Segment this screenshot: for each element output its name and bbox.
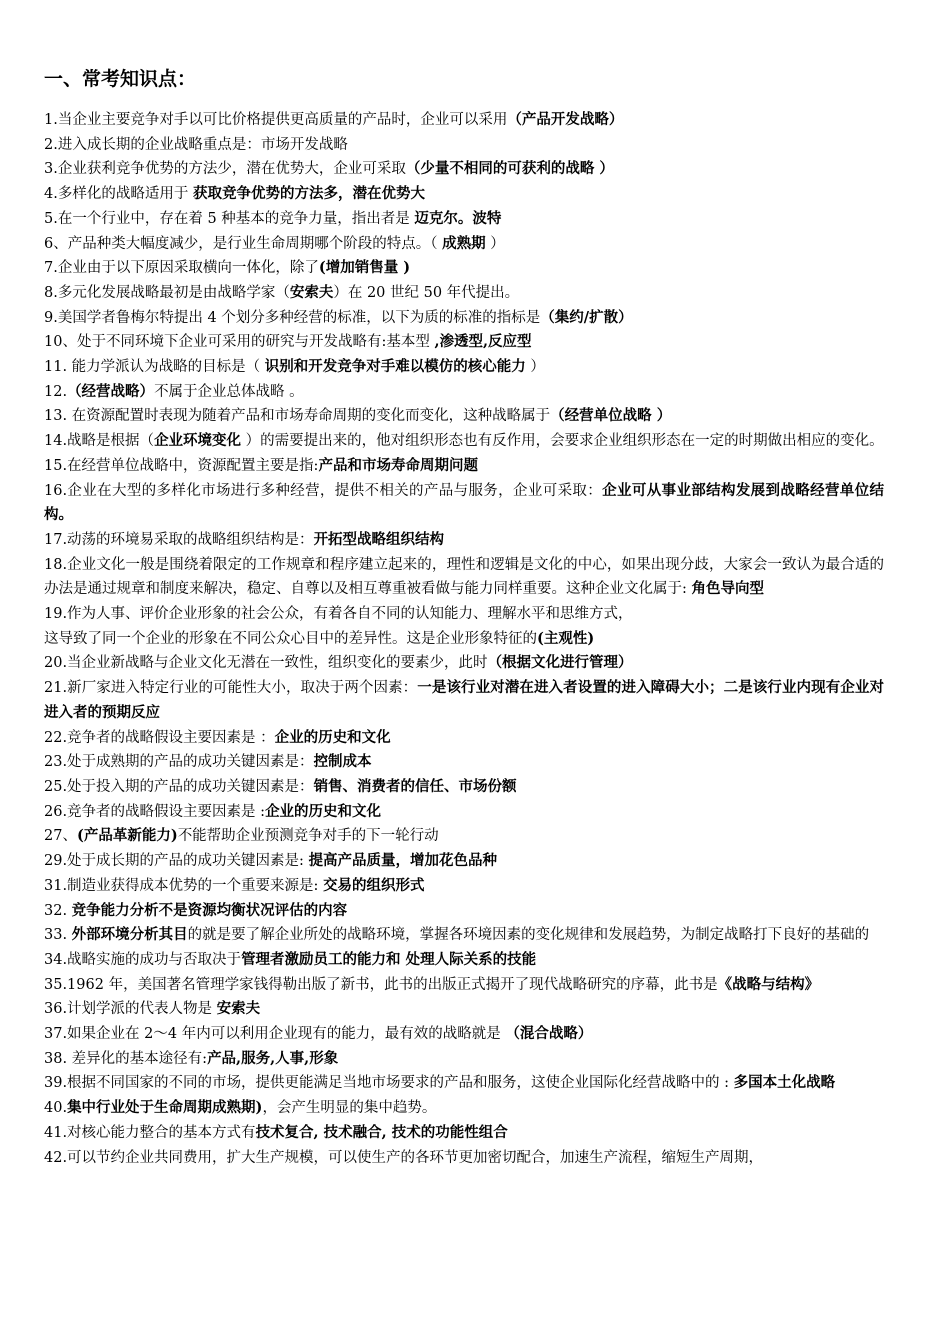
question-text: 27、 [44, 828, 77, 845]
knowledge-point-item [44, 1022, 884, 1047]
knowledge-point-item [44, 207, 884, 232]
knowledge-point-item [44, 1047, 884, 1072]
question-text: 5.在一个行业中，存在着 5 种基本的竞争力量，指出者是 [44, 210, 415, 227]
answer-text: 管理者激励员工的能力和 处理人际关系的技能 [241, 950, 537, 968]
knowledge-point-item [44, 1121, 884, 1146]
knowledge-point-item [44, 923, 884, 948]
question-text: 10、处于不同环境下企业可采用的研究与开发战略有:基本型 [44, 334, 435, 351]
question-text: 23.处于成熟期的产品的成功关键因素是： [44, 754, 314, 771]
answer-text: 成熟期 [442, 234, 486, 252]
answer-text: 安索夫 [216, 1000, 261, 1018]
knowledge-point-item [44, 997, 884, 1022]
question-text: ）在 20 世纪 50 年代提出。 [333, 284, 520, 301]
question-text: 8.多元化发展战略最初是由战略学家（ [44, 284, 290, 301]
answer-text: 开拓型战略组织结构 [313, 530, 445, 548]
answer-text: 获取竞争优势的方法多，潜在优势大 [192, 185, 425, 203]
answer-text: 企业可从事业部结构发展到战略经营单位结构。 [44, 481, 885, 524]
answer-text: ,渗透型,反应型 [434, 333, 532, 351]
question-text: 40. [44, 1100, 68, 1117]
answer-text: 控制成本 [313, 753, 372, 771]
knowledge-point-item [44, 651, 884, 676]
knowledge-point-item [44, 330, 884, 355]
knowledge-point-item [44, 627, 884, 652]
knowledge-point-item [44, 108, 884, 133]
question-text: 35.1962 年，美国著名管理学家钱得勒出版了新书，此书的出版正式揭开了现代战略研究的序幕，此书是 [44, 976, 718, 993]
question-text: 31.制造业获得成本优势的一个重要来源是: [44, 877, 324, 894]
answer-text: (产品革新能力) [76, 827, 178, 845]
knowledge-point-item [44, 874, 884, 899]
answer-text: 技术复合, 技术融合, 技术的功能性组合 [255, 1123, 508, 1141]
knowledge-point-item [44, 775, 884, 800]
answer-text: 集中行业处于生命周期成熟期) [67, 1099, 263, 1117]
answer-text: 销售、消费者的信任、市场份额 [313, 777, 517, 795]
section-title: 一、常考知识点： [44, 68, 197, 90]
knowledge-point-list [44, 108, 884, 1170]
knowledge-point-item [44, 899, 884, 924]
question-text: 15.在经营单位战略中，资源配置主要是指: [44, 457, 319, 474]
knowledge-point-item [44, 1096, 884, 1121]
question-text: 41.对核心能力整合的基本方式有 [44, 1124, 256, 1141]
question-text: 9.美国学者鲁梅尔特提出 4 个划分多种经营的标准，以下为质的标准的指标是 [44, 309, 541, 326]
question-text: 26.竞争者的战略假设主要因素是 : [44, 803, 266, 820]
question-text: 42.可以节约企业共同费用，扩大生产规模，可以使生产的各环节更加密切配合，加速生产流程，缩短生产周期， [44, 1149, 764, 1166]
answer-text: 交易的组织形式 [323, 876, 425, 894]
knowledge-point-item [44, 380, 884, 405]
knowledge-point-item [44, 281, 884, 306]
knowledge-point-item [44, 602, 884, 627]
answer-text: 企业的历史和文化 [274, 728, 391, 746]
answer-text: 安索夫 [289, 283, 334, 301]
answer-text: （经营战略） [67, 382, 155, 400]
question-text: 4.多样化的战略适用于 [44, 186, 193, 203]
knowledge-point-item [44, 355, 884, 380]
question-text: 16.企业在大型的多样化市场进行多种经营，提供不相关的产品与服务，企业可采取： [44, 482, 603, 499]
question-text: 29.处于成长期的产品的成功关键因素是: [44, 853, 309, 870]
question-text: 2.进入成长期的企业战略重点是：市场开发战略 [44, 136, 348, 153]
knowledge-point-item [44, 133, 884, 158]
knowledge-point-item [44, 256, 884, 281]
question-text: 6、产品种类大幅度减少，是行业生命周期哪个阶段的特点。（ [44, 235, 443, 252]
answer-text: 竞争能力分析不是资源均衡状况评估的内容 [71, 901, 348, 919]
question-text: 25.处于投入期的产品的成功关键因素是： [44, 778, 314, 795]
knowledge-point-item [44, 948, 884, 973]
question-text: 19.作为人事、评价企业形象的社会公众，有着各自不同的认知能力、理解水平和思维方式， [44, 606, 633, 623]
question-text: 11. 能力学派认为战略的目标是（ [44, 359, 265, 376]
knowledge-point-item [44, 232, 884, 257]
question-text: 34.战略实施的成功与否取决于 [44, 951, 242, 968]
question-text: 1.当企业主要竞争对手以可比价格提供更高质量的产品时，企业可以采用 [44, 112, 508, 128]
knowledge-point-item [44, 1146, 884, 1171]
answer-text: 企业的历史和文化 [265, 802, 382, 820]
knowledge-point-item [44, 404, 884, 429]
answer-text: 迈克尔。波特 [414, 209, 502, 227]
question-text: 22.竞争者的战略假设主要因素是 ： [44, 729, 275, 746]
question-text: 12. [44, 383, 68, 400]
answer-text: 产品和市场寿命周期问题 [318, 456, 478, 474]
question-text: 21.新厂家进入特定行业的可能性大小，取决于两个因素： [44, 680, 418, 697]
answer-text: （经营单位战略 ） [550, 407, 672, 425]
answer-text: 角色导向型 [691, 580, 764, 598]
knowledge-point-item [44, 973, 884, 998]
answer-text: 提高产品质量，增加花色品种 [308, 852, 498, 870]
question-text: 32. [44, 902, 72, 919]
question-text: 39.根据不同国家的不同的市场，提供更能满足当地市场要求的产品和服务，这使企业国际化经营战略中的 : [44, 1075, 734, 1092]
answer-text: 外部环境分析其目 [71, 926, 188, 944]
knowledge-point-item [44, 454, 884, 479]
question-text: 33. [44, 927, 72, 944]
question-text: ）的需要提出来的，他对组织形态也有反作用，会要求企业组织形态在一定的时期做出相应的变化。 [241, 433, 884, 450]
knowledge-point-item [44, 429, 884, 454]
answer-text: 产品,服务,人事,形象 [207, 1049, 339, 1067]
knowledge-point-item [44, 750, 884, 775]
answer-text: （根据文化进行管理） [487, 654, 633, 672]
question-text: ） [525, 359, 545, 376]
question-text: 14.战略是根据（ [44, 433, 155, 450]
knowledge-point-item [44, 528, 884, 553]
knowledge-point-item [44, 1071, 884, 1096]
answer-text: （产品开发战略） [507, 111, 624, 128]
question-text: 38. 差异化的基本途径有: [44, 1050, 208, 1067]
answer-text: （集约/扩散） [540, 308, 633, 326]
question-text: 7.企业由于以下原因采取横向一体化，除了 [44, 260, 319, 277]
answer-text: 一是该行业对潜在进入者设置的进入障碍大小；二是该行业内现有企业对进入者的预期反应 [44, 679, 884, 721]
knowledge-point-item [44, 849, 884, 874]
knowledge-point-item [44, 479, 884, 528]
question-text: 的就是要了解企业所处的战略环境，掌握各环境因素的变化规律和发展趋势，为制定战略打下良好的基础的 [187, 927, 870, 944]
document-page [44, 62, 884, 1170]
answer-text: 识别和开发竞争对手难以模仿的核心能力 [264, 358, 526, 376]
question-text: 13. 在资源配置时表现为随着产品和市场寿命周期的变化而变化，这种战略属于 [44, 408, 551, 425]
question-text: 这导致了同一个企业的形象在不同公众心目中的差异性。这是企业形象特征的 [44, 630, 537, 647]
knowledge-point-item [44, 824, 884, 849]
answer-text: （混合战略） [505, 1025, 593, 1043]
question-text: 37.如果企业在 2～4 年内可以利用企业现有的能力，最有效的战略就是 [44, 1026, 506, 1043]
answer-text: 多国本土化战略 [733, 1074, 836, 1092]
answer-text: 《战略与结构》 [717, 975, 820, 993]
question-text: 20.当企业新战略与企业文化无潜在一致性，组织变化的要素少，此时 [44, 655, 488, 672]
question-text: 17.动荡的环境易采取的战略组织结构是： [44, 531, 314, 548]
knowledge-point-item [44, 553, 884, 602]
question-text: 不属于企业总体战略 。 [154, 383, 304, 400]
question-text: ，会产生明显的集中趋势。 [262, 1100, 437, 1117]
answer-text: 企业环境变化 [154, 432, 242, 450]
knowledge-point-item [44, 676, 884, 725]
knowledge-point-item [44, 157, 884, 182]
question-text: 18.企业文化一般是围绕着限定的工作规章和程序建立起来的，理性和逻辑是文化的中心，如果出现分歧，大家会一致认为最合适的办法是通过规章和制度来解决，稳定、自尊以及相互尊重被看做与能力同样重要。这种企业文化属于: [44, 556, 884, 598]
question-text: 不能帮助企业预测竞争对手的下一轮行动 [177, 828, 439, 845]
knowledge-point-item [44, 306, 884, 331]
question-text: 36.计划学派的代表人物是 [44, 1001, 217, 1018]
answer-text: (主观性) [537, 629, 595, 647]
knowledge-point-item [44, 800, 884, 825]
answer-text: (增加销售量 ) [318, 259, 411, 277]
question-text: 3.企业获利竞争优势的方法少，潜在优势大，企业可采取 [44, 161, 406, 178]
knowledge-point-item [44, 726, 884, 751]
answer-text: （少量不相同的可获利的战略 ） [405, 160, 614, 178]
question-text: ） [485, 235, 505, 252]
knowledge-point-item [44, 182, 884, 207]
